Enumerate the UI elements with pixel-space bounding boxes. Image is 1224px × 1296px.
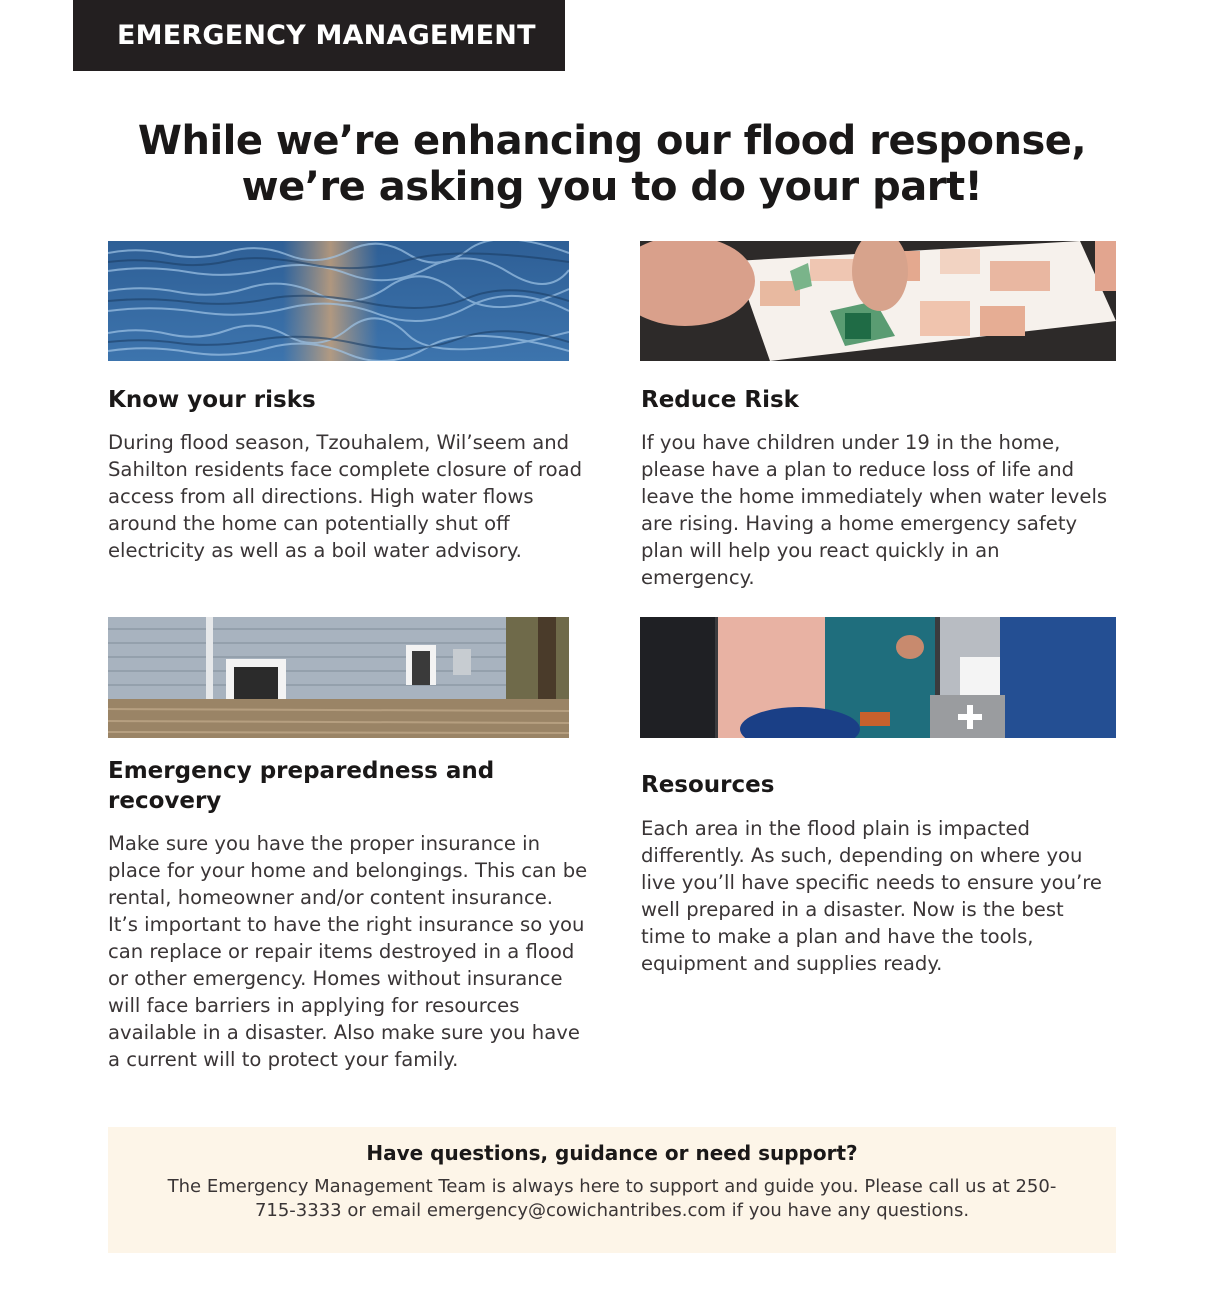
headline-line-2: we’re asking you to do your part! [241,164,983,210]
section-title-reduce-risk: Reduce Risk [641,387,799,413]
section-title-resources: Resources [641,772,775,798]
section-title-emergency-preparedness: Emergency preparedness and recovery [108,758,495,814]
page-headline [60,118,1164,210]
section-body-emergency-preparedness: Make sure you have the proper insurance in place for your home and belongings. This can be rental, homeowner and/or content insurance. It’s important to have the right insurance so you can replace or repair items destroyed in a flood or other emergency. Homes without insurance will face barriers in applying for resources available in a disaster. Also make sure you have a current will to protect your family. [108,832,588,1071]
section-body-resources: Each area in the flood plain is impacted differently. As such, depending on where you live you’ll have specific needs to ensure you’re well prepared in a disaster. Now is the best time to make a plan and have the tools, equipment and supplies ready. [641,817,1102,975]
section-title-know-your-risks: Know your risks [108,387,316,413]
section-banner: EMERGENCY MANAGEMENT [73,0,565,71]
headline-line-1: While we’re enhancing our flood response, [137,118,1087,164]
flooded-house-photo [108,617,569,738]
support-title: Have questions, guidance or need support? [366,1141,858,1165]
emergency-kit-photo [640,617,1116,738]
support-body: The Emergency Management Team is always here to support and guide you. Please call us at 250-715-3333 or email emergency@cowichantribes.com if you have any questions. [167,1176,1057,1221]
flood-water-photo [108,241,569,361]
map-planning-photo [640,241,1116,361]
section-body-know-your-risks: During flood season, Tzouhalem, Wil’seem and Sahilton residents face complete closure of road access from all directions. High water flows around the home can potentially shut off electricity as well as a boil water advisory. [108,431,583,562]
section-body-reduce-risk: If you have children under 19 in the home, please have a plan to reduce loss of life and leave the home immediately when water levels are rising. Having a home emergency safety plan will help you react quickly in an emergency. [641,431,1108,589]
support-box [108,1127,1116,1253]
